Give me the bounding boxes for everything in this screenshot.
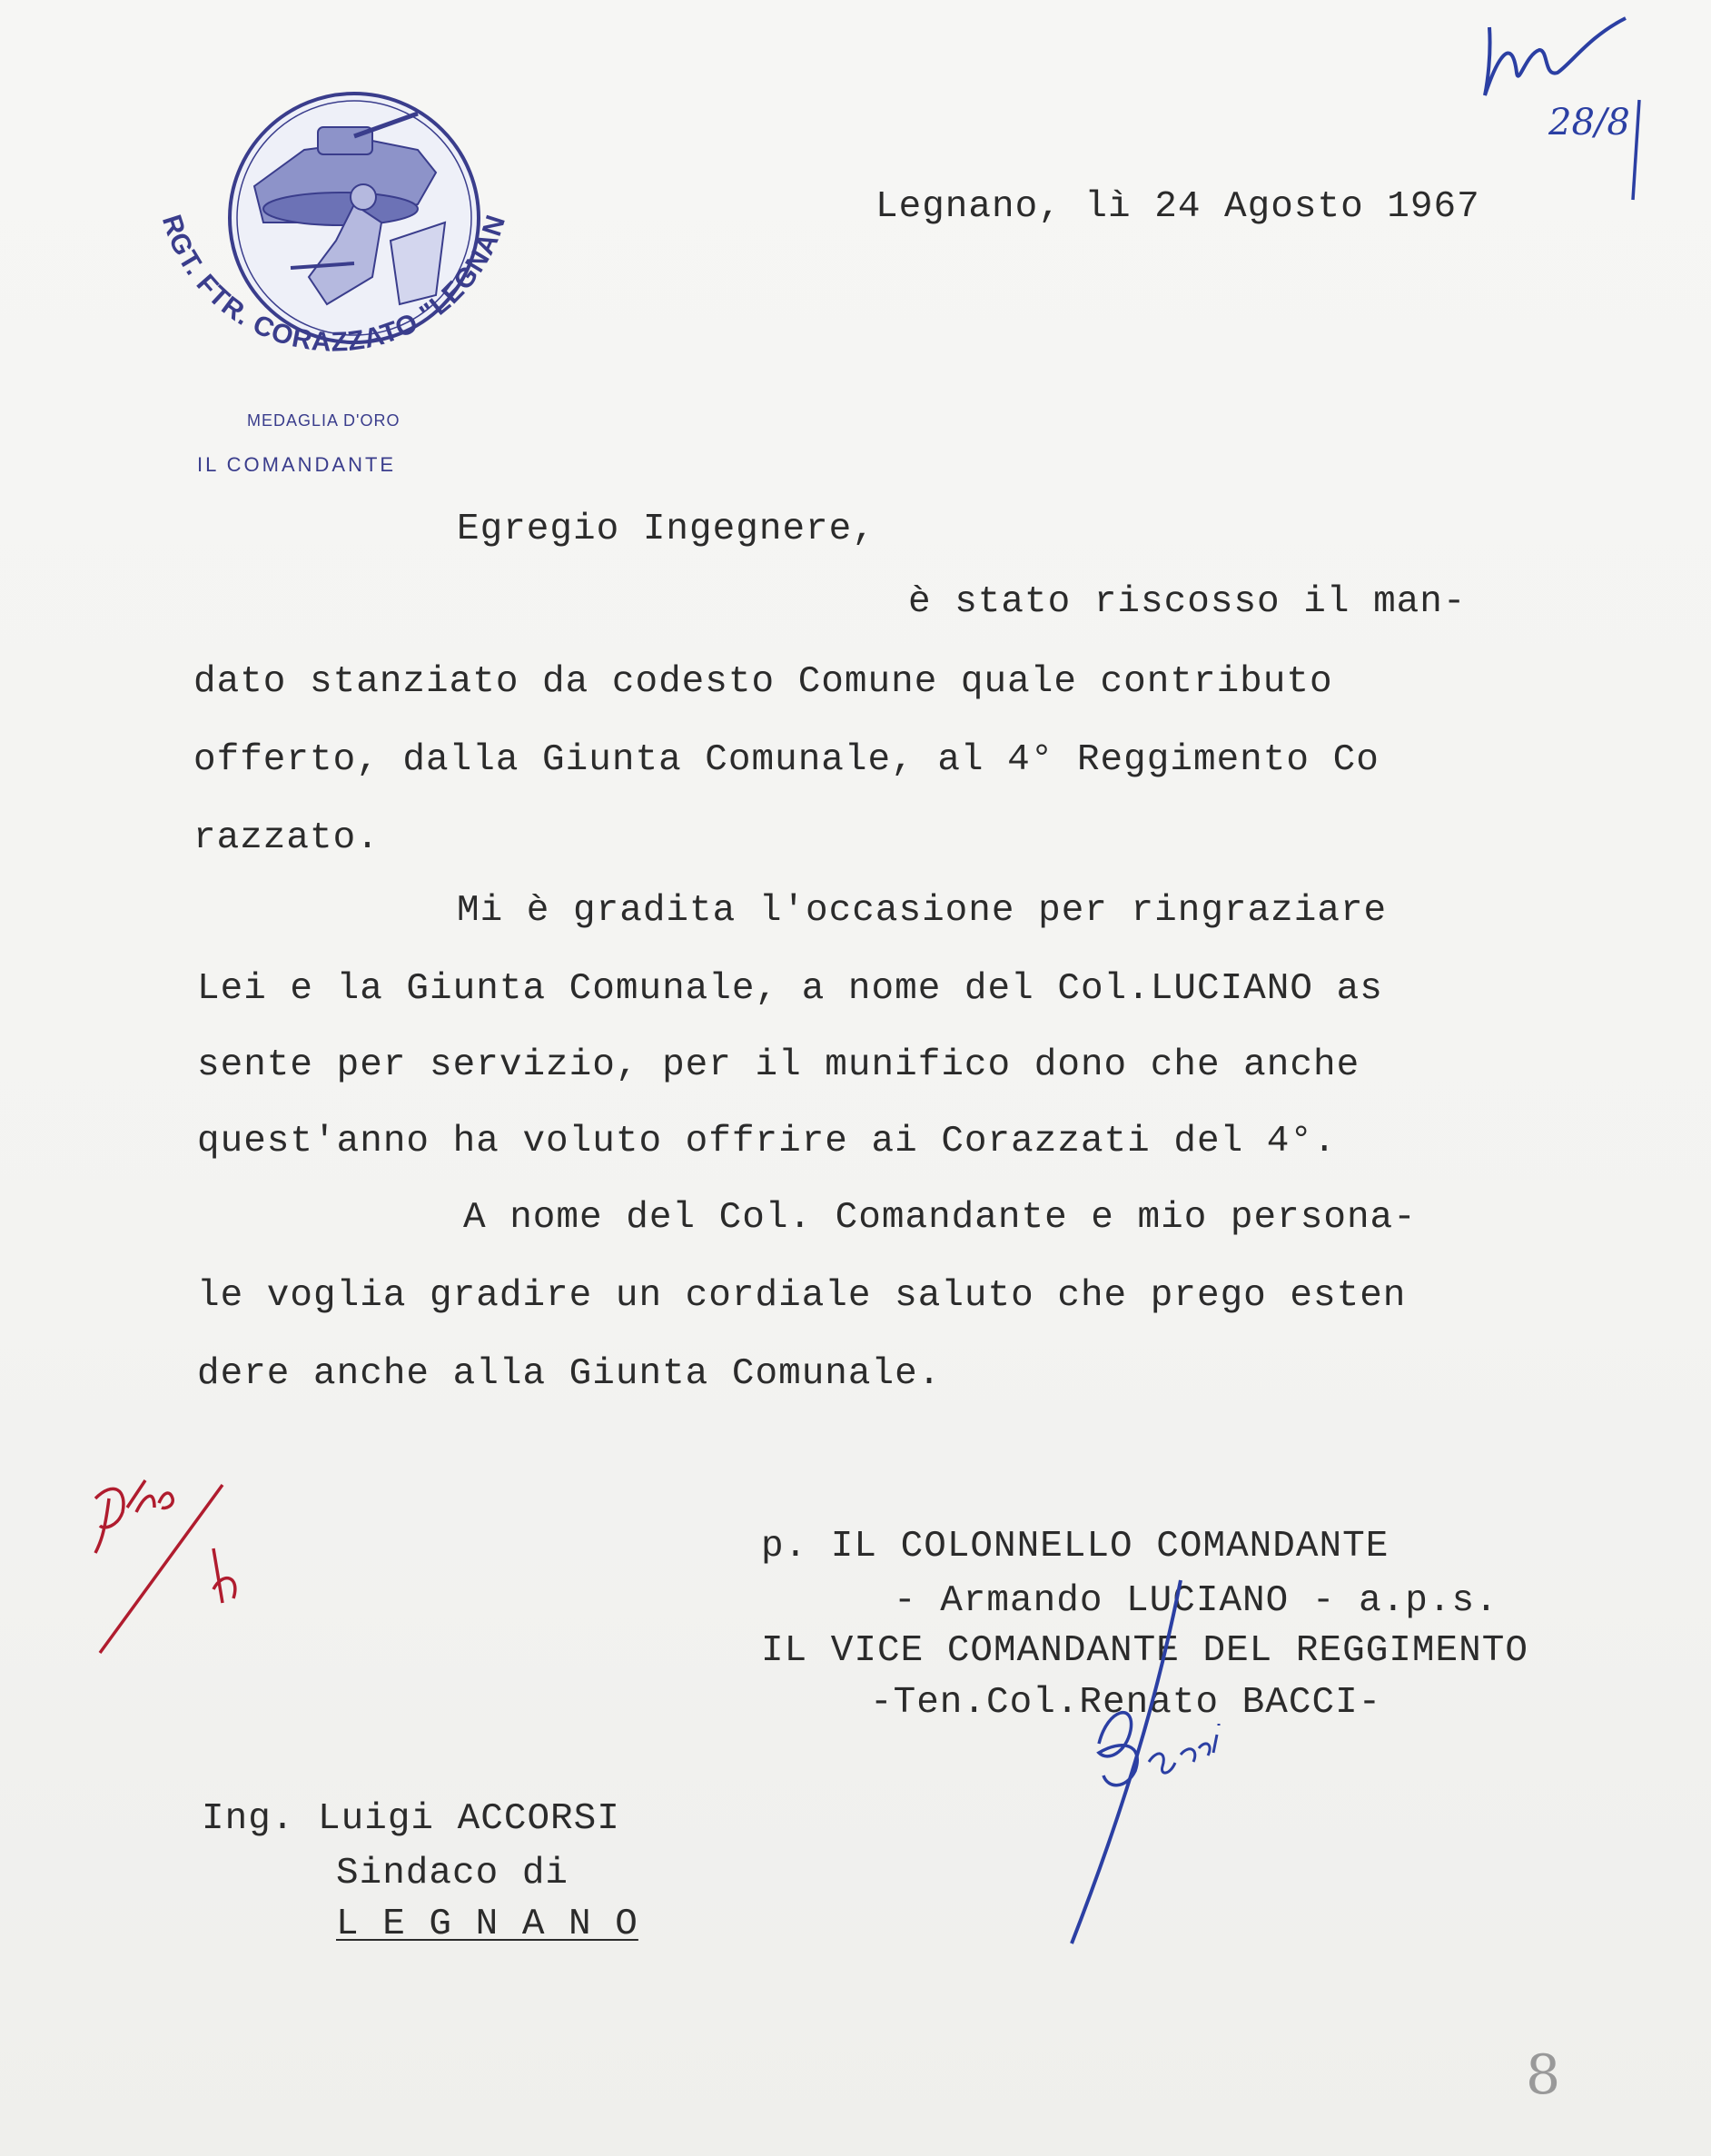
body-line: è stato riscosso il man- xyxy=(908,581,1467,623)
body-line: Lei e la Giunta Comunale, a nome del Col.LUCIANO as xyxy=(197,968,1383,1010)
recipient-name: Ing. Luigi ACCORSI xyxy=(202,1798,620,1840)
regiment-seal xyxy=(145,86,527,450)
body-line: A nome del Col. Comandante e mio persona- xyxy=(463,1197,1417,1239)
red-note-scribble xyxy=(86,1462,268,1662)
office-label: IL COMANDANTE xyxy=(197,453,397,476)
body-line: quest'anno ha voluto offrire ai Corazzati del 4°. xyxy=(197,1121,1337,1162)
body-line: razzato. xyxy=(193,817,380,859)
date-line: Legnano, lì 24 Agosto 1967 xyxy=(875,186,1480,228)
page-number: 8 xyxy=(1526,2043,1561,2107)
body-line: dere anche alla Giunta Comunale. xyxy=(197,1353,942,1395)
signature-line: IL VICE COMANDANTE DEL REGGIMENTO xyxy=(761,1630,1528,1672)
seal-text: RGT. FTR. CORAZZATO "LEGNAN xyxy=(155,211,512,358)
body-line: dato stanziato da codesto Comune quale contributo xyxy=(193,661,1333,703)
seal-emblem-icon xyxy=(145,86,527,450)
body-line: Mi è gradita l'occasione per ringraziare xyxy=(457,890,1388,932)
salutation: Egregio Ingegnere, xyxy=(457,509,875,550)
signature-line: p. IL COLONNELLO COMANDANTE xyxy=(761,1526,1390,1568)
signature-line: -Ten.Col.Renato BACCI- xyxy=(870,1682,1382,1724)
body-line: offerto, dalla Giunta Comunale, al 4° Reggimento Co xyxy=(193,739,1380,781)
recipient-title: Sindaco di xyxy=(336,1853,569,1894)
body-line: le voglia gradire un cordiale saluto che prego esten xyxy=(197,1275,1407,1317)
date-annotation: 28/8 xyxy=(1548,102,1630,143)
recipient-city: L E G N A N O xyxy=(336,1904,638,1945)
handwritten-signature xyxy=(1044,1544,1281,1962)
signature-line: - Armando LUCIANO - a.p.s. xyxy=(894,1580,1498,1622)
body-line: sente per servizio, per il munifico dono che anche xyxy=(197,1044,1360,1086)
medal-label: MEDAGLIA D'ORO xyxy=(247,411,401,430)
